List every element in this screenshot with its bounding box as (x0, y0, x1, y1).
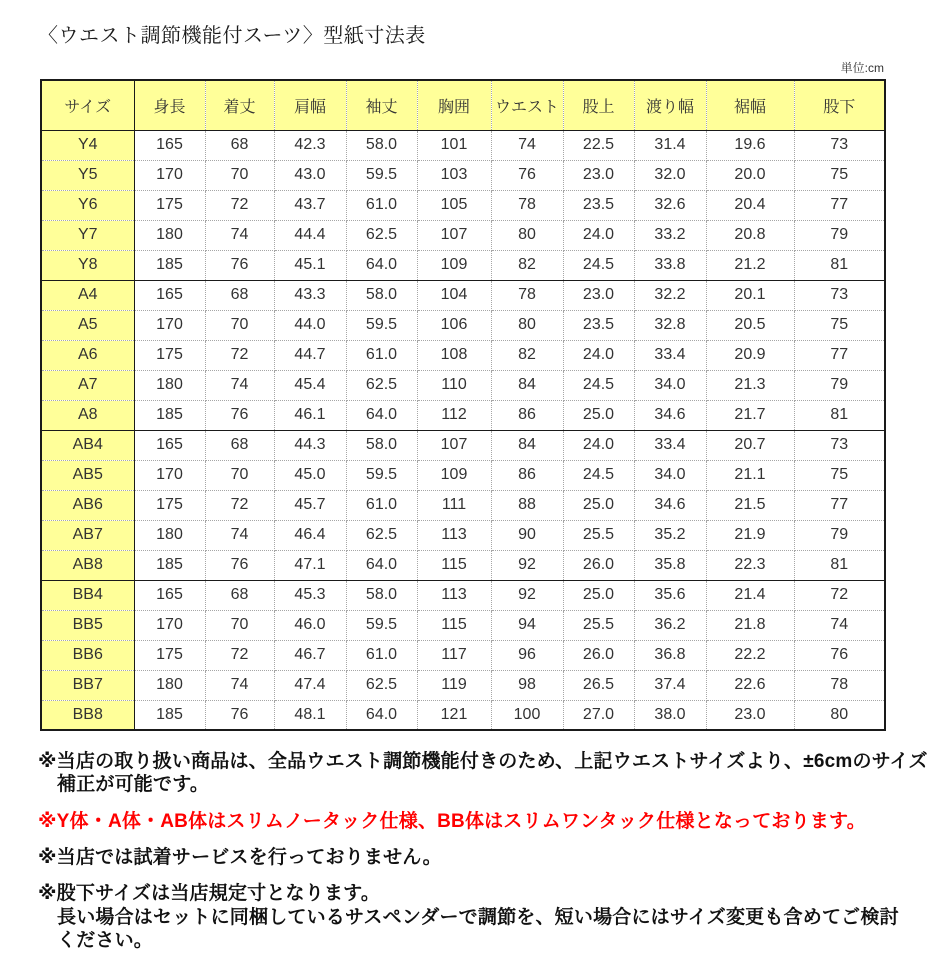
table-row (41, 580, 885, 610)
value-cell: 64.0 (346, 550, 417, 580)
value-cell: 20.1 (706, 280, 794, 310)
value-cell: 47.4 (274, 670, 346, 700)
value-cell: 165 (134, 130, 205, 160)
value-cell: 165 (134, 580, 205, 610)
value-cell: 180 (134, 520, 205, 550)
value-cell: 92 (491, 580, 563, 610)
value-cell: 23.5 (563, 310, 634, 340)
note-line: 補正が可能です。 (57, 774, 210, 796)
value-cell: 61.0 (346, 190, 417, 220)
value-cell: 84 (491, 430, 563, 460)
value-cell: 170 (134, 610, 205, 640)
value-cell: 33.8 (634, 250, 706, 280)
value-cell: 21.9 (706, 520, 794, 550)
note (38, 882, 918, 952)
value-cell: 19.6 (706, 130, 794, 160)
note-red (38, 810, 918, 833)
value-cell: 46.0 (274, 610, 346, 640)
value-cell: 107 (417, 220, 491, 250)
value-cell: 185 (134, 700, 205, 730)
size-cell: Y6 (41, 190, 134, 220)
note-line: ※当店では試着サービスを行っておりません。 (38, 847, 442, 869)
value-cell: 20.9 (706, 340, 794, 370)
value-cell: 25.0 (563, 400, 634, 430)
value-cell: 58.0 (346, 280, 417, 310)
value-cell: 72 (205, 340, 274, 370)
page (0, 19, 945, 964)
size-cell: Y5 (41, 160, 134, 190)
table-row (41, 310, 885, 340)
value-cell: 82 (491, 250, 563, 280)
value-cell: 32.2 (634, 280, 706, 310)
column-header: 着丈 (205, 80, 274, 130)
value-cell: 117 (417, 640, 491, 670)
column-header: 股上 (563, 80, 634, 130)
value-cell: 107 (417, 430, 491, 460)
value-cell: 170 (134, 310, 205, 340)
value-cell: 23.5 (563, 190, 634, 220)
table-row (41, 340, 885, 370)
note-line: 長い場合はセットに同梱しているサスペンダーで調節を、短い場合にはサイズ変更も含めてご検討 (57, 906, 899, 928)
value-cell: 22.3 (706, 550, 794, 580)
value-cell: 113 (417, 580, 491, 610)
size-cell: BB8 (41, 700, 134, 730)
value-cell: 62.5 (346, 520, 417, 550)
value-cell: 76 (491, 160, 563, 190)
value-cell: 20.4 (706, 190, 794, 220)
size-cell: AB4 (41, 430, 134, 460)
value-cell: 78 (794, 670, 885, 700)
value-cell: 74 (794, 610, 885, 640)
value-cell: 76 (205, 550, 274, 580)
column-header: 胸囲 (417, 80, 491, 130)
size-column-header: サイズ (41, 80, 134, 130)
value-cell: 68 (205, 580, 274, 610)
value-cell: 35.2 (634, 520, 706, 550)
value-cell: 74 (205, 520, 274, 550)
value-cell: 45.1 (274, 250, 346, 280)
size-table-body (41, 130, 885, 730)
table-row (41, 190, 885, 220)
value-cell: 111 (417, 490, 491, 520)
column-header: 袖丈 (346, 80, 417, 130)
column-header: 渡り幅 (634, 80, 706, 130)
value-cell: 59.5 (346, 460, 417, 490)
value-cell: 24.5 (563, 250, 634, 280)
value-cell: 26.0 (563, 550, 634, 580)
value-cell: 113 (417, 520, 491, 550)
value-cell: 21.7 (706, 400, 794, 430)
value-cell: 26.5 (563, 670, 634, 700)
value-cell: 175 (134, 640, 205, 670)
page-title: 〈ウエスト調節機能付スーツ〉型紙寸法表 (38, 25, 426, 47)
value-cell: 70 (205, 160, 274, 190)
value-cell: 92 (491, 550, 563, 580)
note (38, 750, 928, 797)
value-cell: 115 (417, 610, 491, 640)
value-cell: 64.0 (346, 700, 417, 730)
value-cell: 72 (205, 190, 274, 220)
column-header: 身長 (134, 80, 205, 130)
value-cell: 78 (491, 280, 563, 310)
size-cell: AB6 (41, 490, 134, 520)
value-cell: 64.0 (346, 400, 417, 430)
value-cell: 33.2 (634, 220, 706, 250)
size-cell: AB8 (41, 550, 134, 580)
value-cell: 37.4 (634, 670, 706, 700)
value-cell: 32.8 (634, 310, 706, 340)
value-cell: 34.6 (634, 400, 706, 430)
value-cell: 68 (205, 280, 274, 310)
value-cell: 20.8 (706, 220, 794, 250)
value-cell: 47.1 (274, 550, 346, 580)
value-cell: 112 (417, 400, 491, 430)
value-cell: 36.2 (634, 610, 706, 640)
value-cell: 59.5 (346, 160, 417, 190)
value-cell: 74 (491, 130, 563, 160)
value-cell: 108 (417, 340, 491, 370)
value-cell: 80 (491, 220, 563, 250)
value-cell: 165 (134, 280, 205, 310)
value-cell: 43.3 (274, 280, 346, 310)
size-cell: Y4 (41, 130, 134, 160)
value-cell: 100 (491, 700, 563, 730)
value-cell: 84 (491, 370, 563, 400)
value-cell: 45.0 (274, 460, 346, 490)
value-cell: 62.5 (346, 220, 417, 250)
value-cell: 75 (794, 310, 885, 340)
value-cell: 61.0 (346, 640, 417, 670)
value-cell: 105 (417, 190, 491, 220)
value-cell: 44.0 (274, 310, 346, 340)
value-cell: 24.5 (563, 460, 634, 490)
value-cell: 76 (794, 640, 885, 670)
table-row (41, 640, 885, 670)
value-cell: 25.0 (563, 490, 634, 520)
value-cell: 185 (134, 250, 205, 280)
value-cell: 96 (491, 640, 563, 670)
value-cell: 44.4 (274, 220, 346, 250)
value-cell: 35.8 (634, 550, 706, 580)
value-cell: 72 (205, 490, 274, 520)
value-cell: 76 (205, 700, 274, 730)
value-cell: 21.5 (706, 490, 794, 520)
value-cell: 31.4 (634, 130, 706, 160)
value-cell: 115 (417, 550, 491, 580)
value-cell: 58.0 (346, 430, 417, 460)
size-table (40, 79, 886, 731)
table-row (41, 670, 885, 700)
value-cell: 175 (134, 190, 205, 220)
value-cell: 44.3 (274, 430, 346, 460)
value-cell: 32.0 (634, 160, 706, 190)
value-cell: 72 (794, 580, 885, 610)
value-cell: 21.8 (706, 610, 794, 640)
value-cell: 180 (134, 370, 205, 400)
column-header: 肩幅 (274, 80, 346, 130)
value-cell: 42.3 (274, 130, 346, 160)
value-cell: 35.6 (634, 580, 706, 610)
value-cell: 77 (794, 490, 885, 520)
value-cell: 70 (205, 460, 274, 490)
value-cell: 38.0 (634, 700, 706, 730)
value-cell: 43.7 (274, 190, 346, 220)
value-cell: 80 (491, 310, 563, 340)
value-cell: 170 (134, 460, 205, 490)
value-cell: 101 (417, 130, 491, 160)
value-cell: 62.5 (346, 670, 417, 700)
size-cell: A5 (41, 310, 134, 340)
table-row (41, 520, 885, 550)
value-cell: 74 (205, 670, 274, 700)
column-header: 股下 (794, 80, 885, 130)
value-cell: 76 (205, 400, 274, 430)
value-cell: 22.5 (563, 130, 634, 160)
column-header: 裾幅 (706, 80, 794, 130)
value-cell: 74 (205, 370, 274, 400)
table-row (41, 700, 885, 730)
value-cell: 76 (205, 250, 274, 280)
value-cell: 22.6 (706, 670, 794, 700)
value-cell: 45.3 (274, 580, 346, 610)
value-cell: 64.0 (346, 250, 417, 280)
value-cell: 24.5 (563, 370, 634, 400)
value-cell: 22.2 (706, 640, 794, 670)
value-cell: 74 (205, 220, 274, 250)
value-cell: 24.0 (563, 220, 634, 250)
value-cell: 68 (205, 130, 274, 160)
size-cell: BB5 (41, 610, 134, 640)
value-cell: 20.0 (706, 160, 794, 190)
value-cell: 75 (794, 160, 885, 190)
value-cell: 34.6 (634, 490, 706, 520)
value-cell: 59.5 (346, 610, 417, 640)
header-row (41, 80, 885, 130)
value-cell: 24.0 (563, 340, 634, 370)
value-cell: 61.0 (346, 340, 417, 370)
value-cell: 46.1 (274, 400, 346, 430)
value-cell: 27.0 (563, 700, 634, 730)
value-cell: 20.5 (706, 310, 794, 340)
value-cell: 180 (134, 220, 205, 250)
size-cell: Y8 (41, 250, 134, 280)
value-cell: 80 (794, 700, 885, 730)
value-cell: 20.7 (706, 430, 794, 460)
value-cell: 86 (491, 400, 563, 430)
value-cell: 21.4 (706, 580, 794, 610)
value-cell: 75 (794, 460, 885, 490)
size-cell: A7 (41, 370, 134, 400)
value-cell: 82 (491, 340, 563, 370)
note-line: ※Y体・A体・AB体はスリムノータック仕様、BB体はスリムワンタック仕様となっております。 (38, 810, 866, 832)
table-row (41, 160, 885, 190)
table-row (41, 400, 885, 430)
value-cell: 81 (794, 400, 885, 430)
value-cell: 121 (417, 700, 491, 730)
value-cell: 58.0 (346, 130, 417, 160)
table-row (41, 220, 885, 250)
note-line: ※股下サイズは当店規定寸となります。 (38, 883, 381, 905)
value-cell: 185 (134, 550, 205, 580)
value-cell: 104 (417, 280, 491, 310)
value-cell: 81 (794, 550, 885, 580)
value-cell: 175 (134, 490, 205, 520)
note-line: ※当店の取り扱い商品は、全品ウエスト調節機能付きのため、上記ウエストサイズより、±6cmのサイズ (38, 751, 928, 772)
value-cell: 32.6 (634, 190, 706, 220)
value-cell: 62.5 (346, 370, 417, 400)
value-cell: 73 (794, 130, 885, 160)
value-cell: 36.8 (634, 640, 706, 670)
value-cell: 21.3 (706, 370, 794, 400)
size-cell: AB7 (41, 520, 134, 550)
value-cell: 88 (491, 490, 563, 520)
value-cell: 110 (417, 370, 491, 400)
value-cell: 61.0 (346, 490, 417, 520)
value-cell: 43.0 (274, 160, 346, 190)
value-cell: 25.5 (563, 610, 634, 640)
value-cell: 25.5 (563, 520, 634, 550)
table-row (41, 370, 885, 400)
value-cell: 21.1 (706, 460, 794, 490)
value-cell: 45.4 (274, 370, 346, 400)
value-cell: 46.4 (274, 520, 346, 550)
table-row (41, 280, 885, 310)
table-row (41, 130, 885, 160)
value-cell: 106 (417, 310, 491, 340)
value-cell: 21.2 (706, 250, 794, 280)
value-cell: 119 (417, 670, 491, 700)
value-cell: 34.0 (634, 460, 706, 490)
value-cell: 185 (134, 400, 205, 430)
value-cell: 109 (417, 250, 491, 280)
size-cell: BB7 (41, 670, 134, 700)
value-cell: 79 (794, 520, 885, 550)
value-cell: 70 (205, 610, 274, 640)
value-cell: 77 (794, 340, 885, 370)
value-cell: 34.0 (634, 370, 706, 400)
size-cell: A8 (41, 400, 134, 430)
value-cell: 44.7 (274, 340, 346, 370)
size-cell: Y7 (41, 220, 134, 250)
size-cell: BB6 (41, 640, 134, 670)
table-row (41, 550, 885, 580)
table-row (41, 490, 885, 520)
table-row (41, 430, 885, 460)
value-cell: 59.5 (346, 310, 417, 340)
notes-section (38, 750, 928, 953)
value-cell: 23.0 (706, 700, 794, 730)
value-cell: 73 (794, 280, 885, 310)
value-cell: 180 (134, 670, 205, 700)
size-cell: A6 (41, 340, 134, 370)
value-cell: 23.0 (563, 280, 634, 310)
value-cell: 170 (134, 160, 205, 190)
value-cell: 103 (417, 160, 491, 190)
column-header: ウエスト (491, 80, 563, 130)
value-cell: 68 (205, 430, 274, 460)
size-cell: AB5 (41, 460, 134, 490)
unit-label: 単位:cm (840, 61, 884, 75)
value-cell: 81 (794, 250, 885, 280)
value-cell: 48.1 (274, 700, 346, 730)
value-cell: 33.4 (634, 340, 706, 370)
value-cell: 165 (134, 430, 205, 460)
table-row (41, 250, 885, 280)
note-line: ください。 (57, 930, 154, 952)
value-cell: 72 (205, 640, 274, 670)
table-row (41, 460, 885, 490)
value-cell: 109 (417, 460, 491, 490)
table-row (41, 610, 885, 640)
value-cell: 24.0 (563, 430, 634, 460)
value-cell: 77 (794, 190, 885, 220)
note (38, 846, 918, 869)
size-cell: A4 (41, 280, 134, 310)
value-cell: 33.4 (634, 430, 706, 460)
value-cell: 46.7 (274, 640, 346, 670)
value-cell: 98 (491, 670, 563, 700)
value-cell: 94 (491, 610, 563, 640)
value-cell: 45.7 (274, 490, 346, 520)
value-cell: 26.0 (563, 640, 634, 670)
value-cell: 90 (491, 520, 563, 550)
value-cell: 70 (205, 310, 274, 340)
value-cell: 73 (794, 430, 885, 460)
value-cell: 78 (491, 190, 563, 220)
value-cell: 79 (794, 370, 885, 400)
size-cell: BB4 (41, 580, 134, 610)
value-cell: 23.0 (563, 160, 634, 190)
value-cell: 86 (491, 460, 563, 490)
value-cell: 175 (134, 340, 205, 370)
value-cell: 58.0 (346, 580, 417, 610)
value-cell: 79 (794, 220, 885, 250)
value-cell: 25.0 (563, 580, 634, 610)
